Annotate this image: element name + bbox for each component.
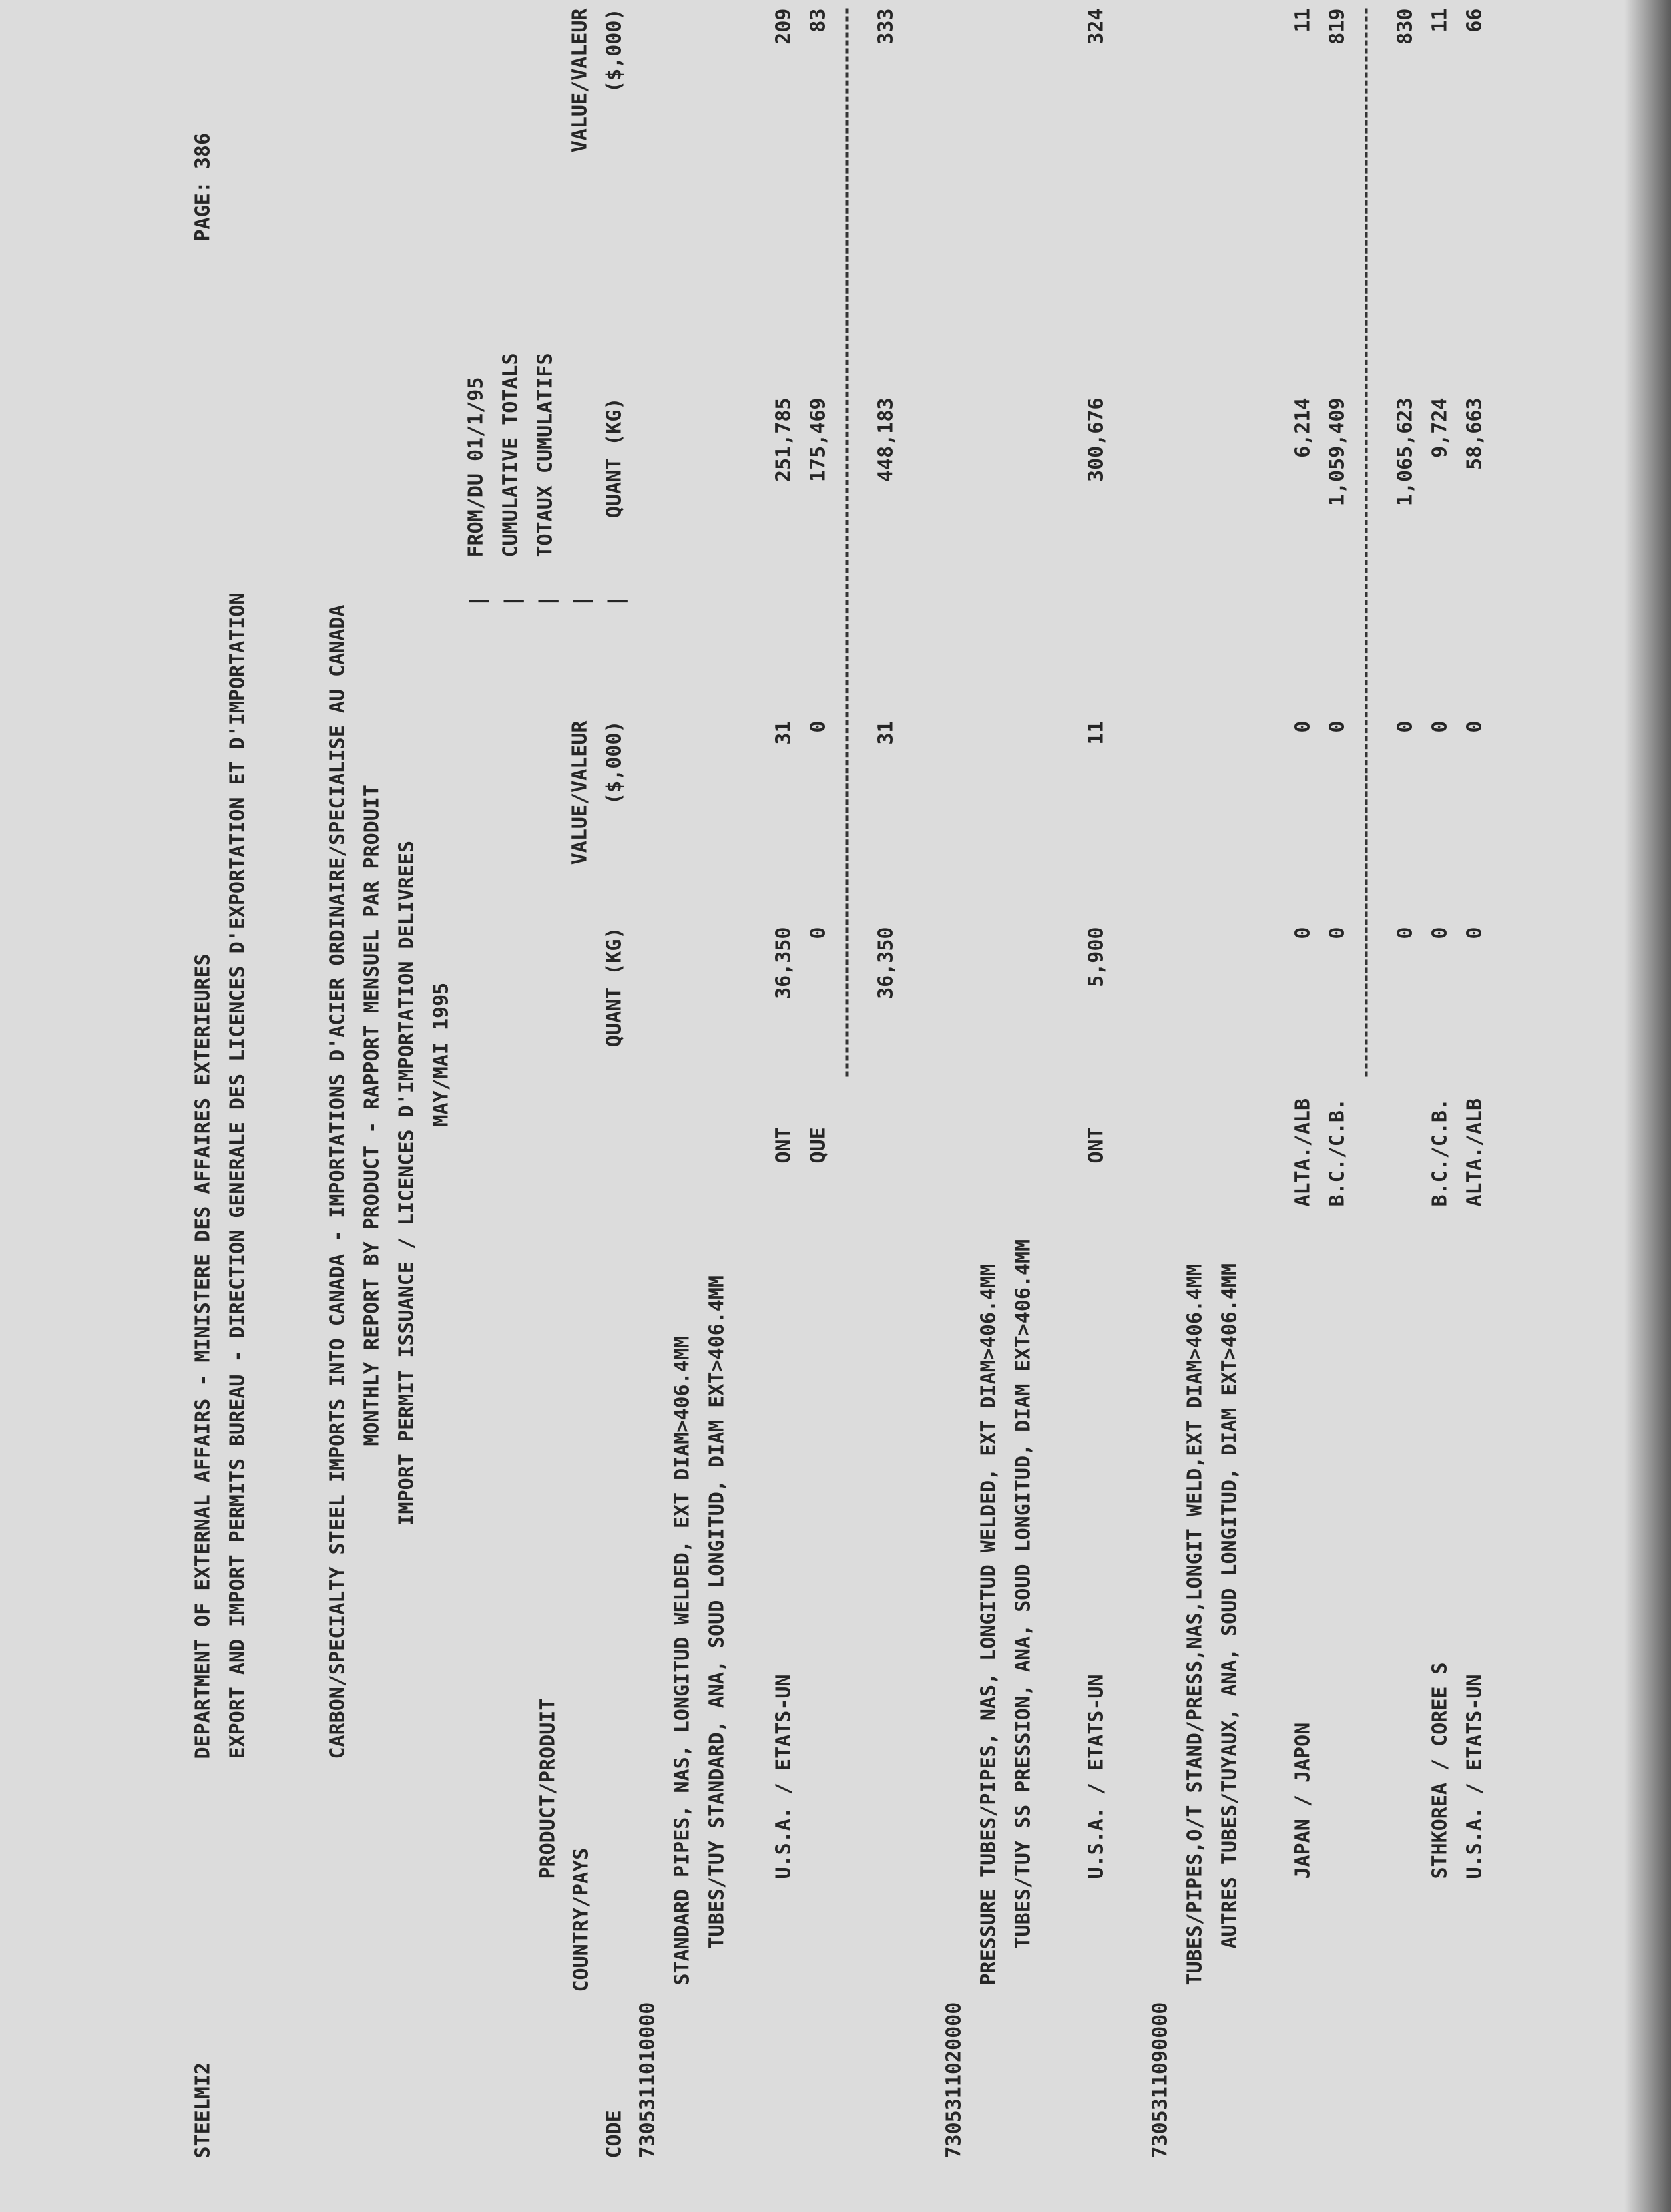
value-units-header: ($,000)	[602, 720, 626, 805]
cum-value-column-header: VALUE/VALEUR	[568, 8, 592, 153]
cum-quant-cell: 1,059,409	[1325, 397, 1349, 507]
report-title: CARBON/SPECIALTY STEEL IMPORTS INTO CANADA - IMPORTATIONS D'ACIER ORDINAIRE/SPECIALISE AU CANADA	[326, 604, 350, 1759]
product-description: PRESSURE TUBES/PIPES, NAS, LONGITUD WELDED, EXT DIAM>406.4MM	[977, 1263, 1001, 1986]
cum-quant-column-header: QUANT (KG)	[602, 397, 626, 519]
subtotal-divider	[1365, 9, 1368, 1077]
cum-quant-cell: 251,785	[772, 397, 796, 482]
quant-cell: 0	[1325, 927, 1349, 939]
value-cell: 0	[1325, 720, 1349, 733]
cum-value-cell: 66	[1463, 8, 1487, 33]
rotated-report-sheet	[1, 0, 1671, 2212]
quant-cell: 5,900	[1084, 927, 1108, 987]
country-cell: JAPAN / JAPON	[1291, 1722, 1315, 1879]
product-code: 7305311010000	[636, 2002, 660, 2159]
quant-column-header: QUANT (KG)	[602, 927, 626, 1048]
quant-cell: 0	[1463, 927, 1487, 939]
cumulative-from-date: FROM/DU 01/1/95	[464, 377, 488, 558]
cum-quant-cell: 300,676	[1084, 397, 1108, 482]
cum-quant-cell: 9,724	[1428, 397, 1452, 458]
page-number: PAGE: 386	[191, 132, 215, 242]
report-subtitle: MONTHLY REPORT BY PRODUCT - RAPPORT MENSUEL PAR PRODUIT	[360, 785, 384, 1446]
total-quant: 36,350	[874, 927, 898, 999]
province-cell: B.C./C.B.	[1325, 1098, 1349, 1207]
value-cell: 0	[1428, 720, 1452, 733]
quant-cell: 0	[1428, 927, 1452, 939]
column-divider: |	[466, 595, 490, 608]
column-divider: |	[604, 595, 628, 608]
column-divider: |	[501, 595, 525, 608]
cum-value-cell: 209	[772, 8, 796, 45]
value-cell: 0	[1291, 720, 1315, 733]
product-description: TUBES/PIPES,O/T STAND/PRESS,NAS,LONGIT WELD,EXT DIAM>406.4MM	[1183, 1263, 1207, 1986]
product-description-fr: AUTRES TUBES/TUYAUX, ANA, SOUD LONGITUD, DIAM EXT>406.4MM	[1218, 1263, 1242, 1949]
value-column-header: VALUE/VALEUR	[568, 720, 592, 865]
cum-value-cell: 324	[1084, 8, 1108, 45]
total-cum-value: 333	[874, 8, 898, 45]
total-value: 31	[874, 720, 898, 745]
scan-edge-shadow	[1624, 0, 1671, 2212]
country-cell: U.S.A. / ETATS-UN	[772, 1674, 796, 1879]
value-cell: 31	[772, 720, 796, 745]
cum-value-cell: 11	[1291, 8, 1315, 33]
cum-value-cell: 830	[1393, 8, 1417, 45]
quant-cell: 0	[806, 927, 830, 939]
department-line: DEPARTMENT OF EXTERNAL AFFAIRS - MINISTERE DES AFFAIRES EXTERIEURES	[191, 953, 215, 1759]
product-code: 7305311020000	[942, 2002, 966, 2159]
report-subtitle-2: IMPORT PERMIT ISSUANCE / LICENCES D'IMPORTATION DELIVREES	[395, 840, 419, 1526]
value-cell: 0	[1393, 720, 1417, 733]
total-cum-quant: 448,183	[874, 397, 898, 482]
column-divider: |	[570, 595, 594, 608]
cum-quant-cell: 6,214	[1291, 397, 1315, 458]
report-id: STEELMI2	[191, 2062, 215, 2159]
quant-cell: 0	[1291, 927, 1315, 939]
cumulative-totals-label-fr: TOTAUX CUMULATIFS	[533, 353, 557, 558]
value-cell: 0	[806, 720, 830, 733]
quant-cell: 0	[1393, 927, 1417, 939]
province-cell: ALTA./ALB	[1463, 1098, 1487, 1207]
code-column-header: CODE	[602, 2110, 626, 2159]
cum-value-cell: 11	[1428, 8, 1452, 33]
product-column-header: PRODUCT/PRODUIT	[536, 1698, 560, 1879]
product-description-fr: TUBES/TUY STANDARD, ANA, SOUD LONGITUD, DIAM EXT>406.4MM	[705, 1275, 729, 1949]
cum-value-cell: 83	[806, 8, 830, 33]
cum-quant-cell: 1,065,623	[1393, 397, 1417, 507]
product-description: STANDARD PIPES, NAS, LONGITUD WELDED, EXT DIAM>406.4MM	[670, 1336, 694, 1986]
cum-value-cell: 819	[1325, 8, 1349, 45]
province-cell: ONT	[1084, 1127, 1108, 1164]
province-cell: ALTA./ALB	[1291, 1098, 1315, 1207]
subtotal-divider	[846, 9, 849, 1077]
report-period: MAY/MAI 1995	[429, 982, 453, 1127]
country-cell: U.S.A. / ETATS-UN	[1463, 1674, 1487, 1879]
country-cell: U.S.A. / ETATS-UN	[1084, 1674, 1108, 1879]
cum-value-units-header: ($,000)	[602, 8, 626, 93]
value-cell: 0	[1463, 720, 1487, 733]
province-cell: QUE	[806, 1127, 830, 1164]
country-cell: STHKOREA / COREE S	[1428, 1662, 1452, 1879]
province-cell: B.C./C.B.	[1428, 1098, 1452, 1207]
bureau-line: EXPORT AND IMPORT PERMITS BUREAU - DIRECTION GENERALE DES LICENCES D'EXPORTATION ET D'IMPORTATION	[226, 592, 250, 1759]
quant-cell: 36,350	[772, 927, 796, 999]
column-divider: |	[535, 595, 559, 608]
product-code: 7305311090000	[1148, 2002, 1172, 2159]
product-description-fr: TUBES/TUY SS PRESSION, ANA, SOUD LONGITUD, DIAM EXT>406.4MM	[1011, 1239, 1035, 1949]
cum-quant-cell: 58,663	[1463, 397, 1487, 470]
value-cell: 11	[1084, 720, 1108, 745]
cum-quant-cell: 175,469	[806, 397, 830, 482]
country-column-header: COUNTRY/PAYS	[569, 1847, 593, 1992]
province-cell: ONT	[772, 1127, 796, 1164]
cumulative-totals-label: CUMULATIVE TOTALS	[499, 353, 523, 558]
